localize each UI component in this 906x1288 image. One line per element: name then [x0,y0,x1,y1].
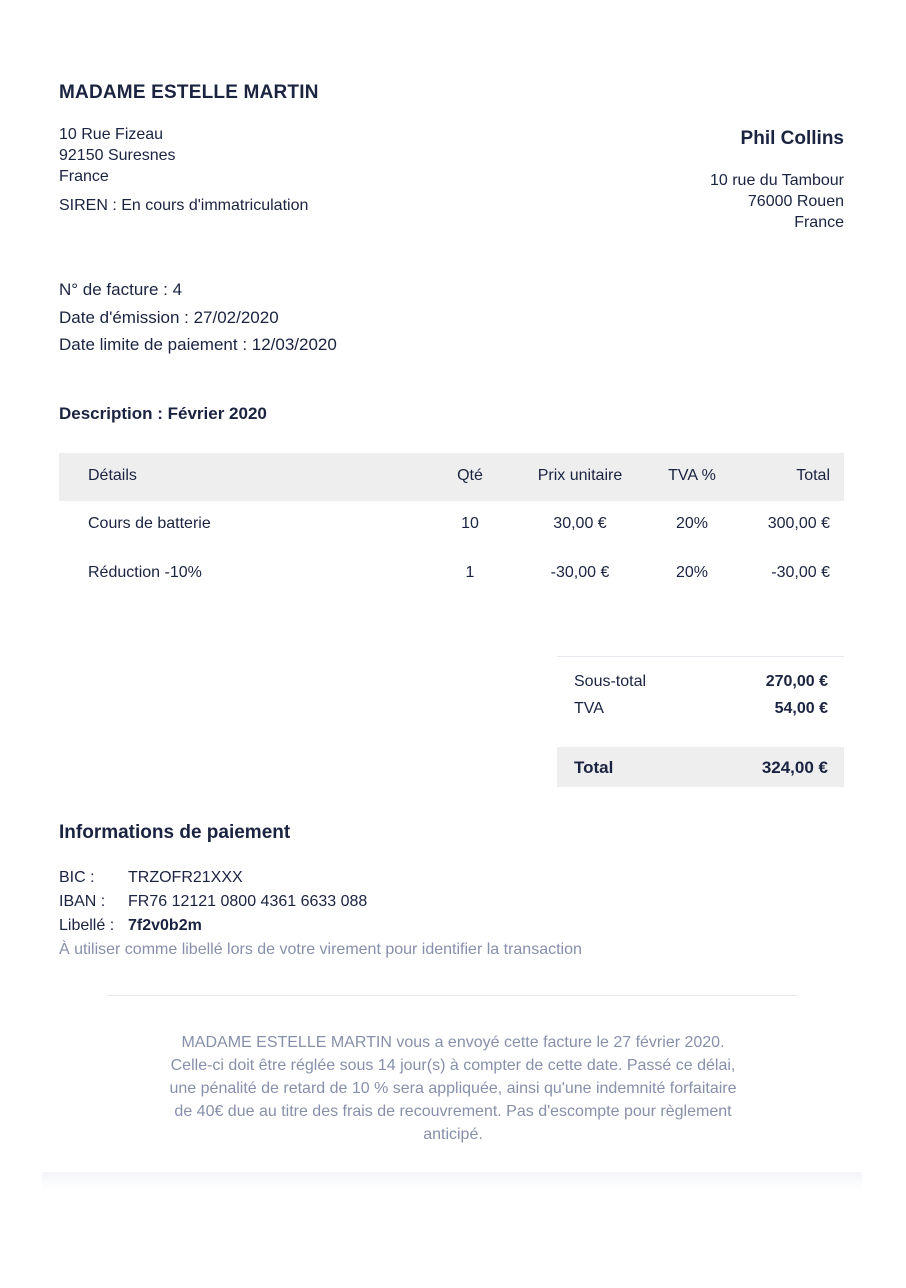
legal-line: MADAME ESTELLE MARTIN vous a envoyé cette facture le 27 février 2020. [181,1034,725,1051]
legal-line: une pénalité de retard de 10 % sera appliquée, ainsi qu'une indemnité forfaitaire [169,1080,737,1097]
iban-label: IBAN : [59,893,106,910]
tva-label: TVA [574,700,604,717]
subtotal-value: 270,00 € [765,673,828,690]
subtotal-label: Sous-total [574,673,647,690]
payment-title: Informations de paiement [59,822,291,843]
row-qty: 1 [465,564,475,581]
row-unit-price: -30,00 € [550,564,610,581]
payment-note: À utiliser comme libellé lors de votre virement pour identifier la transaction [59,941,582,958]
tva-value: 54,00 € [774,700,828,717]
sender-name: MADAME ESTELLE MARTIN [59,82,319,103]
iban-value: FR76 12121 0800 4361 6633 088 [128,893,368,910]
invoice-number: N° de facture : 4 [59,280,183,299]
header-details: Détails [88,467,137,484]
sender-address [59,124,176,187]
row-tva: 20% [675,564,709,581]
row-unit-price: 30,00 € [553,515,607,532]
sender-address-line: 92150 Suresnes [59,147,176,164]
client-address [710,170,844,233]
header-unit-price: Prix unitaire [537,467,623,484]
total-value: 324,00 € [761,758,828,777]
invoice-issue-date: Date d'émission : 27/02/2020 [59,307,279,327]
legal-notice [100,1031,806,1146]
client-address-line: 76000 Rouen [747,193,844,210]
header-total: Total [796,467,830,484]
row-details: Réduction -10% [88,564,202,581]
sender-address-line: France [59,168,109,185]
row-tva: 20% [675,515,709,532]
legal-line: Celle-ci doit être réglée sous 14 jour(s) à compter de cette date. Passé ce délai, [170,1057,736,1074]
bic-value: TRZOFR21XXX [128,869,243,886]
row-total: 300,00 € [767,515,830,532]
invoice-due-date: Date limite de paiement : 12/03/2020 [59,335,337,354]
row-details: Cours de batterie [88,515,211,532]
sender-address-line: 10 Rue Fizeau [59,126,164,143]
libelle-value: 7f2v0b2m [128,917,202,934]
sheet-edge-shadow [42,1172,862,1190]
bic-label: BIC : [59,869,95,886]
invoice-meta [59,276,337,359]
libelle-label: Libellé : [59,917,115,934]
row-qty: 10 [461,515,479,532]
client-address-line: France [794,214,844,231]
footer-divider [108,995,798,996]
legal-line: anticipé. [423,1126,483,1143]
client-name: Phil Collins [740,128,844,149]
legal-line: de 40€ due au titre des frais de recouvrement. Pas d'escompte pour règlement [174,1103,732,1120]
sender-siren: SIREN : En cours d'immatriculation [59,197,309,214]
header-qty: Qté [457,467,483,484]
invoice-description: Description : Février 2020 [59,404,267,423]
summary-divider [557,656,844,657]
header-tva: TVA % [668,467,716,484]
total-label: Total [574,758,614,777]
row-total: -30,00 € [771,564,830,581]
client-address-line: 10 rue du Tambour [709,172,844,189]
